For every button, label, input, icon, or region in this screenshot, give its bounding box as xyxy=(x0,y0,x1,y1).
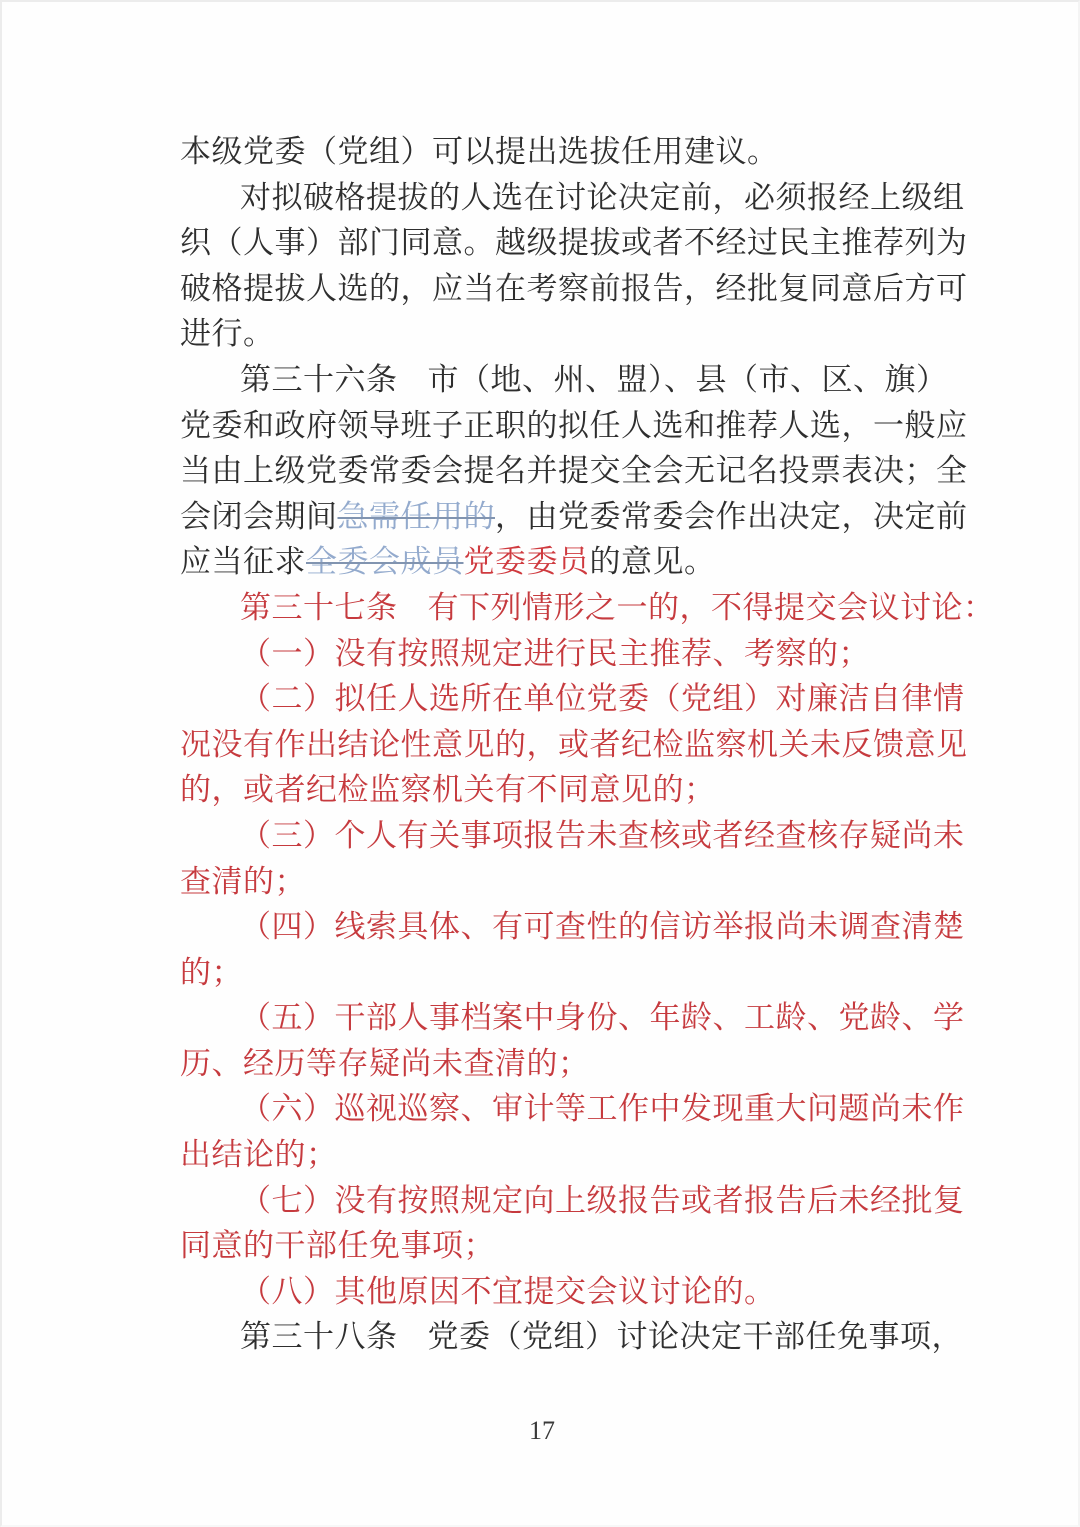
list-item xyxy=(180,1270,940,1316)
text: ，由党委常委会作出决定，决定前 xyxy=(495,498,968,535)
article-label: 第三十七条 xyxy=(240,589,398,626)
text: 的； xyxy=(180,954,243,991)
text-line xyxy=(180,540,940,586)
text: （三）个人有关事项报告未查核或者经查核存疑尚未 xyxy=(240,817,965,854)
text: （八）其他原因不宜提交会议讨论的。 xyxy=(240,1273,776,1310)
text-line xyxy=(180,723,968,769)
list-item xyxy=(180,1087,965,1133)
text-line xyxy=(180,1133,940,1179)
text-line xyxy=(180,1042,940,1088)
list-item xyxy=(180,677,965,723)
text-line xyxy=(180,267,968,313)
text: 的意见。 xyxy=(589,544,716,581)
text: 会闭会期间 xyxy=(180,498,338,535)
text: 进行。 xyxy=(180,316,275,353)
text-line xyxy=(180,404,968,450)
text-line xyxy=(180,312,940,358)
text-line xyxy=(180,1224,940,1270)
text: 有下列情形之一的，不得提交会议讨论： xyxy=(427,589,995,626)
text-line xyxy=(180,221,968,267)
text-line xyxy=(180,951,940,997)
text: 同意的干部任免事项； xyxy=(180,1228,495,1265)
article-label: 第三十六条 xyxy=(240,361,398,398)
text-line xyxy=(180,495,968,541)
inserted-text: 党委委员 xyxy=(463,544,590,581)
text: （七）没有按照规定向上级报告或者报告后未经批复 xyxy=(240,1182,965,1219)
text: 的，或者纪检监察机关有不同意见的； xyxy=(180,772,716,809)
text: 党委（党组）讨论决定干部任免事项， xyxy=(427,1319,963,1356)
deleted-text: 急需任用的 xyxy=(337,498,495,535)
list-item xyxy=(180,814,965,860)
text: 况没有作出结论性意见的，或者纪检监察机关未反馈意见 xyxy=(180,726,968,763)
text-line xyxy=(180,130,940,176)
text-line xyxy=(180,449,968,495)
text-line xyxy=(180,358,948,404)
text: 本级党委（党组）可以提出选拔任用建议。 xyxy=(180,134,779,170)
deleted-text: 全委会成员 xyxy=(306,544,464,581)
text: （一）没有按照规定进行民主推荐、考察的； xyxy=(240,635,870,672)
list-item xyxy=(180,996,965,1042)
text: （四）线索具体、有可查性的信访举报尚未调查清楚 xyxy=(240,909,965,946)
text: （六）巡视巡察、审计等工作中发现重大问题尚未作 xyxy=(240,1091,965,1128)
text: 破格提拔人选的，应当在考察前报告，经批复同意后方可 xyxy=(180,270,968,307)
text: 当由上级党委常委会提名并提交全会无记名投票表决；全 xyxy=(180,453,968,490)
text: 党委和政府领导班子正职的拟任人选和推荐人选，一般应 xyxy=(180,407,968,444)
text: 历、经历等存疑尚未查清的； xyxy=(180,1045,590,1082)
list-item xyxy=(180,632,940,678)
text-line xyxy=(180,860,940,906)
text: 市（地、州、盟）、县（市、区、旗） xyxy=(427,361,948,398)
page-number: 17 xyxy=(529,1416,555,1445)
article-label: 第三十八条 xyxy=(240,1319,398,1356)
text-line xyxy=(180,176,965,222)
document-body xyxy=(180,130,995,1361)
list-item xyxy=(180,905,965,951)
text: 应当征求 xyxy=(180,544,306,581)
text: 对拟破格提拔的人选在讨论决定前，必须报经上级组 xyxy=(240,179,965,216)
text: 查清的； xyxy=(180,863,306,900)
text: 出结论的； xyxy=(180,1137,338,1174)
text-line xyxy=(180,1315,963,1361)
text-line xyxy=(180,768,940,814)
list-item xyxy=(180,1179,965,1225)
text: （五）干部人事档案中身份、年龄、工龄、党龄、学 xyxy=(240,1000,965,1037)
text-line xyxy=(180,586,995,632)
text: （二）拟任人选所在单位党委（党组）对廉洁自律情 xyxy=(240,681,965,718)
text: 织（人事）部门同意。越级提拔或者不经过民主推荐列为 xyxy=(180,225,968,262)
